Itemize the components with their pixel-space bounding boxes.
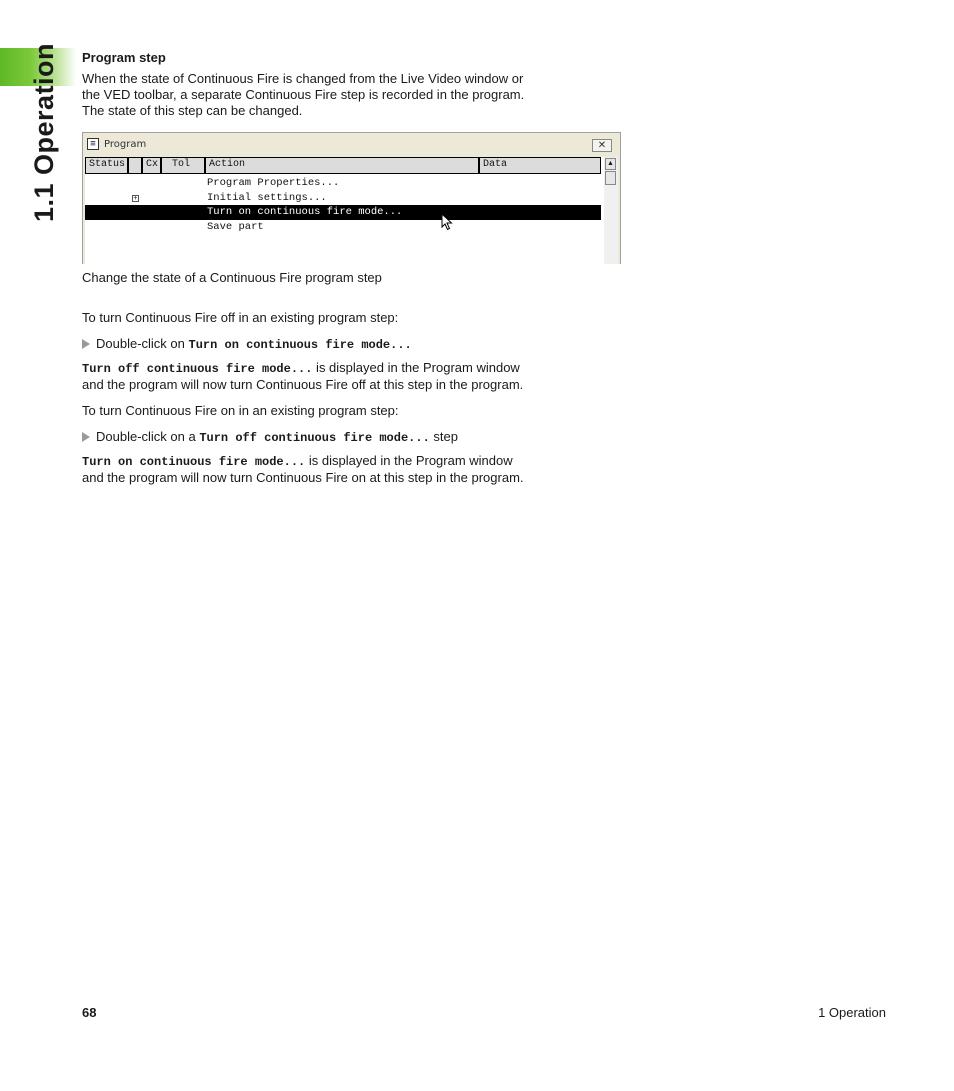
page-number: 68 [82,1005,97,1020]
section-intro [82,50,532,119]
triangle-right-icon [82,339,90,349]
result-code: Turn off continuous fire mode... [82,362,313,376]
footer-chapter: 1 Operation [818,1005,886,1020]
column-action[interactable]: Action [205,157,479,173]
program-grid [85,157,618,264]
table-row-selected[interactable] [85,205,601,220]
table-row[interactable] [85,220,601,235]
figure-caption: Change the state of a Continuous Fire program step [82,270,382,285]
window-title: Program [104,138,147,150]
row-action: Initial settings... [207,191,327,204]
row-action: Turn on continuous fire mode... [207,206,403,218]
intro-paragraph: When the state of Continuous Fire is changed from the Live Video window or the VED toolbar, a separate Continuous Fire step is recorded in the program. The state of this step can be changed. [82,71,525,118]
table-row[interactable] [85,176,601,191]
column-cx[interactable]: Cx [142,157,161,173]
program-window [82,132,621,264]
expand-plus-icon[interactable]: + [133,194,138,203]
section-heading: Program step [82,50,166,65]
mouse-pointer-icon [441,213,453,231]
scroll-up-icon[interactable]: ▲ [605,158,616,170]
chapter-title: 1.1 Operation [29,42,59,222]
column-status[interactable]: Status [85,157,128,173]
program-window-icon: ≡ [87,138,99,150]
row-action: Save part [207,220,264,233]
turn-off-step [82,336,532,352]
grid-header [85,157,601,174]
column-blank[interactable] [128,157,142,173]
grid-rows [85,176,601,234]
turn-off-lead: To turn Continuous Fire off in an existing program step: [82,310,399,325]
result-text: is displayed in the Program window and the program will now turn Continuous Fire off at this step in the program. [82,360,524,392]
turn-on-result [82,453,532,486]
column-data[interactable]: Data [479,157,601,173]
step-suffix: step [429,429,458,444]
triangle-right-icon [82,432,90,442]
step-code: Turn off continuous fire mode... [199,431,430,445]
instructions [82,310,532,496]
vertical-scrollbar[interactable] [604,157,618,264]
close-button[interactable]: ✕ [592,139,612,152]
step-code: Turn on continuous fire mode... [188,338,412,352]
table-row[interactable] [85,191,601,206]
turn-on-step [82,429,532,445]
row-action: Program Properties... [207,177,340,189]
result-text: is displayed in the Program window and the program will now turn Continuous Fire on at this step in the program. [82,453,524,485]
column-tol[interactable]: Tol [161,157,205,173]
turn-on-lead: To turn Continuous Fire on in an existing program step: [82,403,399,418]
window-titlebar [83,133,620,155]
turn-off-result [82,360,532,393]
scroll-thumb[interactable] [605,171,616,185]
step-text: Double-click on a [96,429,200,444]
step-text: Double-click on [96,336,189,351]
result-code: Turn on continuous fire mode... [82,455,306,469]
